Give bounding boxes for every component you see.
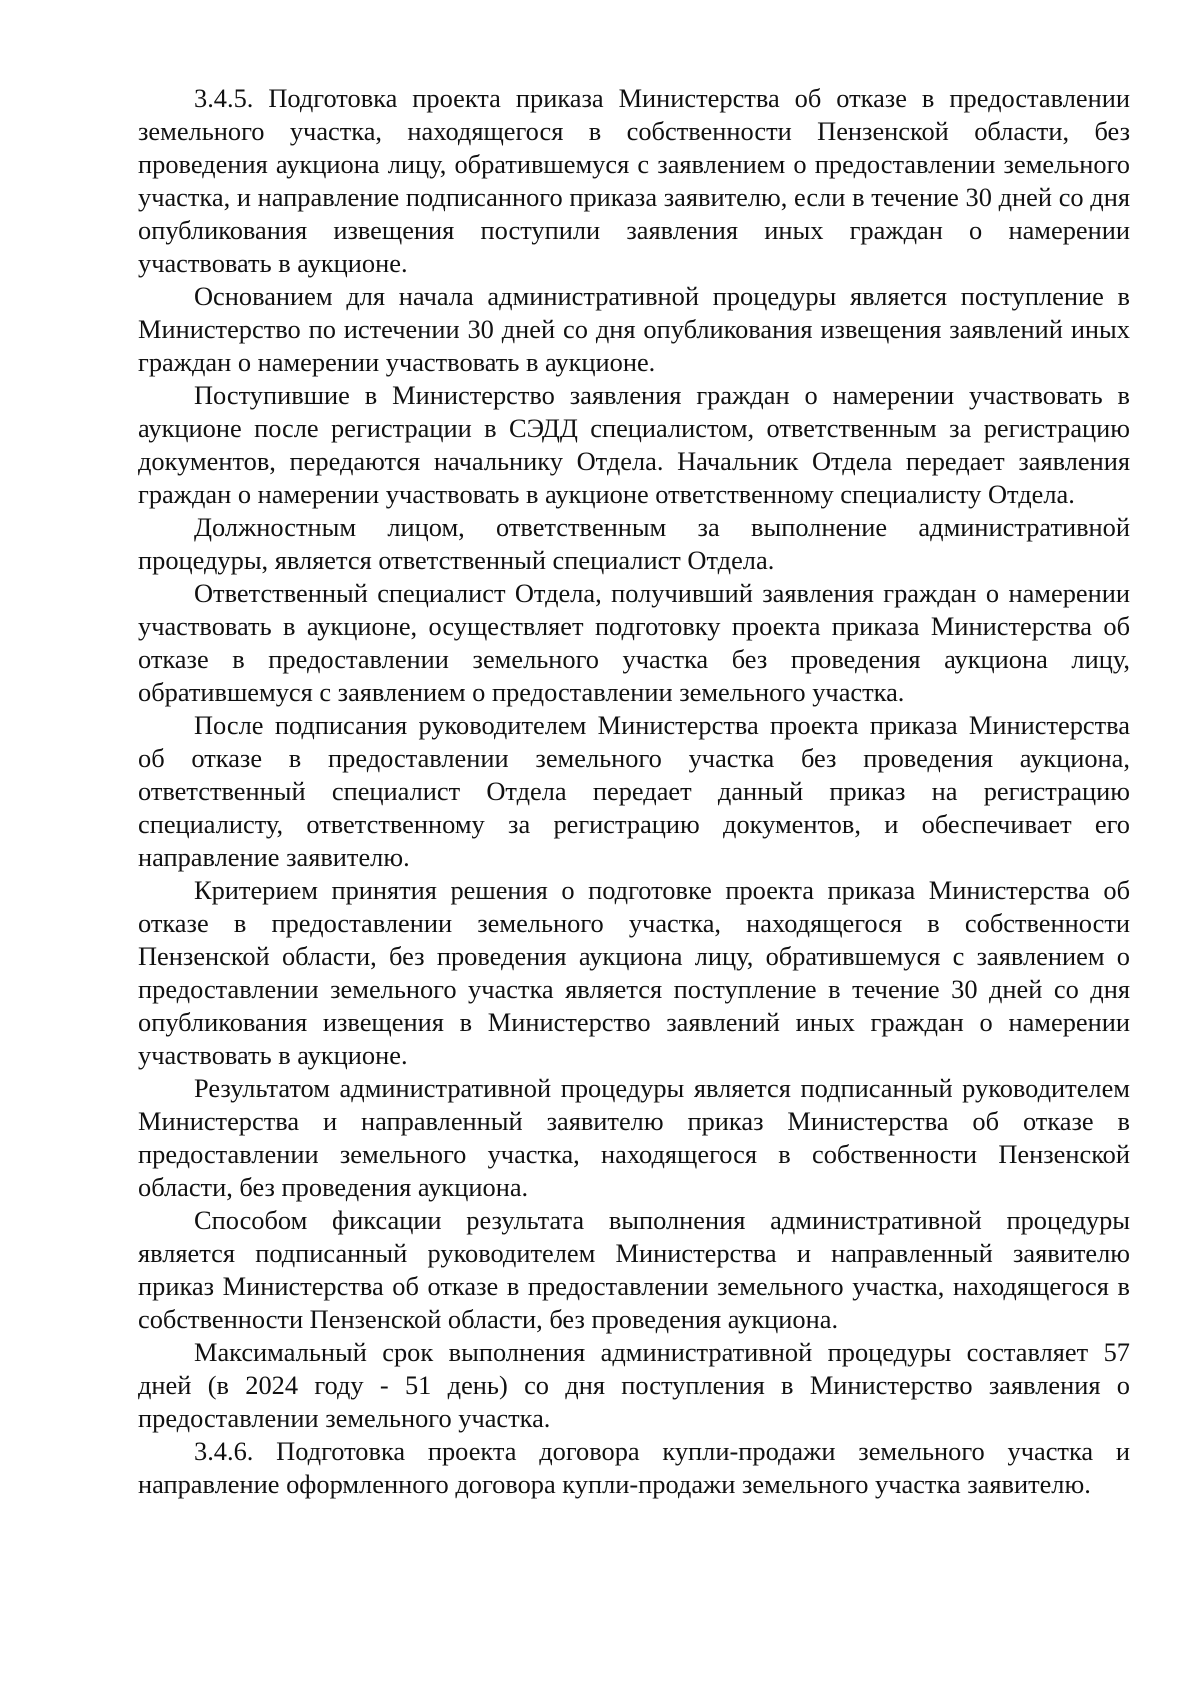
document-page [138,82,1130,1501]
paragraph-after-signing: После подписания руководителем Министерства проекта приказа Министерства об отказе в предоставлении земельного участка без проведения аукциона, ответственный специалист Отдела передает данный приказ на регистрацию специалисту, ответственному за регистрацию документов, и обеспечивает его направление заявителю. [138,710,1130,872]
paragraph-responsible-official: Должностным лицом, ответственным за выполнение административной процедуры, является ответственный специалист Отдела. [138,512,1130,575]
paragraph-received-applications: Поступившие в Министерство заявления граждан о намерении участвовать в аукционе после регистрации в СЭДД специалистом, ответственным за регистрацию документов, передаются начальнику Отдела. Начальник Отдела передает заявления граждан о намерении участвовать в аукционе ответственному специалисту Отдела. [138,380,1130,509]
paragraph-basis: Основанием для начала административной процедуры является поступление в Министерство по истечении 30 дней со дня опубликования извещения заявлений иных граждан о намерении участвовать в аукционе. [138,281,1130,377]
paragraph-3-4-6-heading: 3.4.6. Подготовка проекта договора купли-продажи земельного участка и направление оформленного договора купли-продажи земельного участка заявителю. [138,1436,1130,1499]
paragraph-procedure-result: Результатом административной процедуры является подписанный руководителем Министерства и направленный заявителю приказ Министерства об отказе в предоставлении земельного участка, находящегося в собственности Пензенской области, без проведения аукциона. [138,1073,1130,1202]
paragraph-3-4-5-heading: 3.4.5. Подготовка проекта приказа Министерства об отказе в предоставлении земельного участка, находящегося в собственности Пензенской области, без проведения аукциона лицу, обратившемуся с заявлением о предоставлении земельного участка, и направление подписанного приказа заявителю, если в течение 30 дней со дня опубликования извещения поступили заявления иных граждан о намерении участвовать в аукционе. [138,83,1130,278]
paragraph-specialist-prepares-draft: Ответственный специалист Отдела, получивший заявления граждан о намерении участвовать в аукционе, осуществляет подготовку проекта приказа Министерства об отказе в предоставлении земельного участка без проведения аукциона лицу, обратившемуся с заявлением о предоставлении земельного участка. [138,578,1130,707]
paragraph-decision-criterion: Критерием принятия решения о подготовке проекта приказа Министерства об отказе в предоставлении земельного участка, находящегося в собственности Пензенской области, без проведения аукциона лицу, обратившемуся с заявлением о предоставлении земельного участка является поступление в течение 30 дней со дня опубликования извещения в Министерство заявлений иных граждан о намерении участвовать в аукционе. [138,875,1130,1070]
paragraph-maximum-term: Максимальный срок выполнения административной процедуры составляет 57 дней (в 2024 году - 51 день) со дня поступления в Министерство заявления о предоставлении земельного участка. [138,1337,1130,1433]
paragraph-fixation-method: Способом фиксации результата выполнения административной процедуры является подписанный руководителем Министерства и направленный заявителю приказ Министерства об отказе в предоставлении земельного участка, находящегося в собственности Пензенской области, без проведения аукциона. [138,1205,1130,1334]
